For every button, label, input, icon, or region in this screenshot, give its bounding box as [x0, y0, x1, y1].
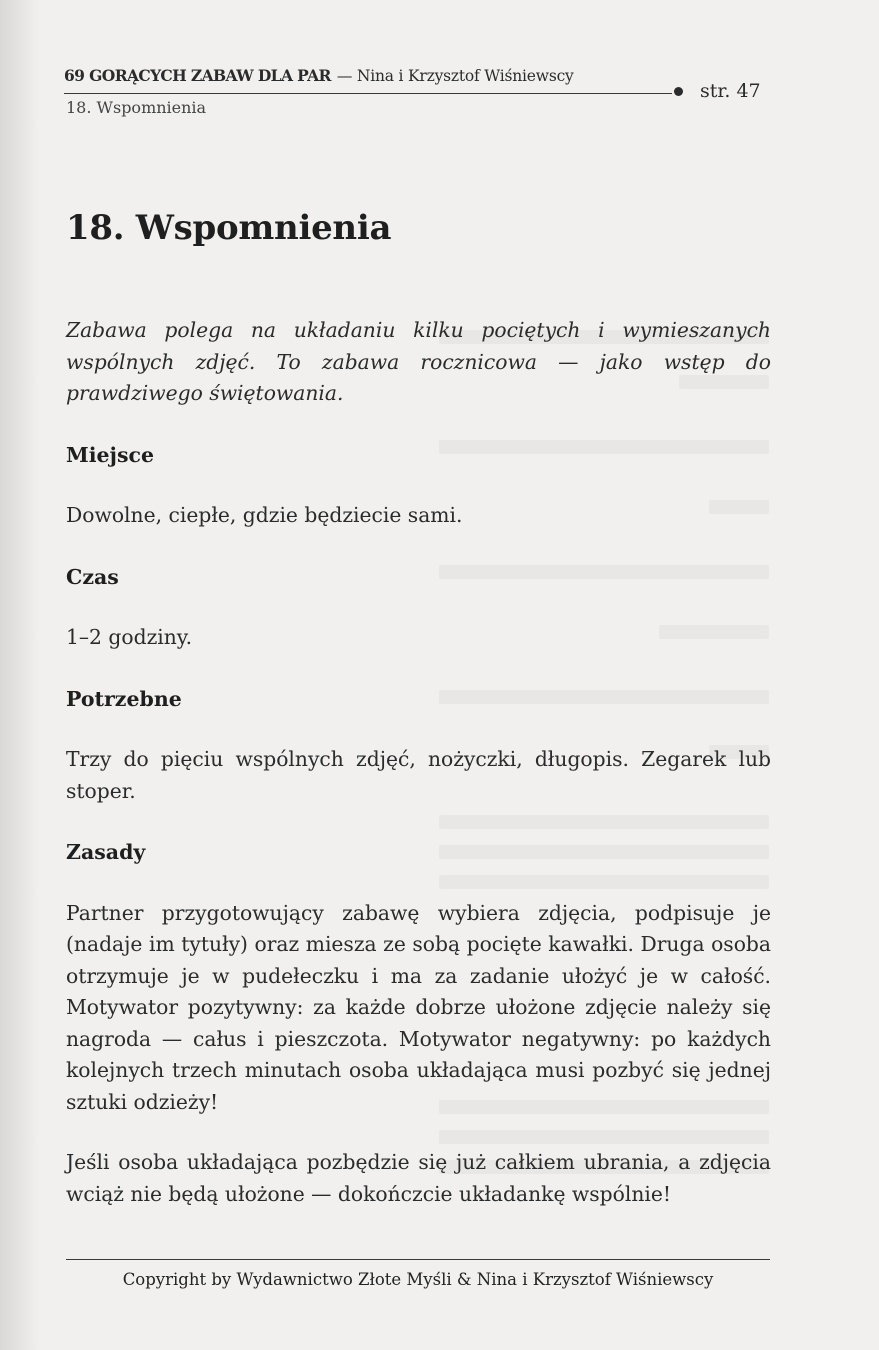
section-text-potrzebne: Trzy do pięciu wspólnych zdjęć, nożyczki, długopis. Zegarek lub stoper.: [66, 747, 771, 803]
chapter-title: 18. Wspomnienia: [66, 208, 392, 248]
running-head: [64, 66, 674, 85]
header-rule: [64, 93, 672, 94]
running-chapter: 18. Wspomnienia: [66, 98, 207, 117]
intro-paragraph: Zabawa polega na układaniu kilku pociętych i wymieszanych wspólnych zdjęć. To zabawa rocznicowa — jako wstęp do prawdziwego świętowania.: [66, 318, 771, 405]
page-number: str. 47: [700, 80, 761, 102]
section-heading-zasady: Zasady: [66, 840, 146, 864]
footer-rule: [66, 1259, 770, 1260]
section-heading-czas: Czas: [66, 564, 119, 589]
rules-paragraph: Jeśli osoba układająca pozbędzie się już całkiem ubrania, a zdjęcia wciąż nie będą ułożone — dokończcie układankę wspólnie!: [66, 1150, 771, 1206]
section-text-czas: 1–2 godziny.: [66, 625, 193, 649]
section-heading-potrzebne: Potrzebne: [66, 686, 182, 711]
page-edge-shadow: [0, 0, 40, 1350]
book-title: 69 GORĄCYCH ZABAW DLA PAR: [64, 66, 331, 85]
book-authors: — Nina i Krzysztof Wiśniewscy: [336, 67, 574, 85]
chapter-body: [66, 315, 771, 1210]
bullet-icon: [674, 87, 683, 96]
rules-paragraph: Partner przygotowujący zabawę wybiera zdjęcia, podpisuje je (nadaje im tytuły) oraz miesza ze sobą pocięte kawałki. Druga osoba otrzymuje je w pudełeczku i ma za zadanie ułożyć je w całość. Motywator pozytywny: za każde dobrze ułożone zdjęcie należy się nagroda — całus i pieszczota. Motywator negatywny: po każdych kolejnych trzech minutach osoba układająca musi pozbyć się jednej sztuki odzieży!: [66, 900, 771, 1114]
section-heading-miejsce: Miejsce: [66, 442, 155, 467]
section-text-miejsce: Dowolne, ciepłe, gdzie będziecie sami.: [66, 503, 463, 527]
copyright-footer: Copyright by Wydawnictwo Złote Myśli & Nina i Krzysztof Wiśniewscy: [122, 1270, 714, 1289]
